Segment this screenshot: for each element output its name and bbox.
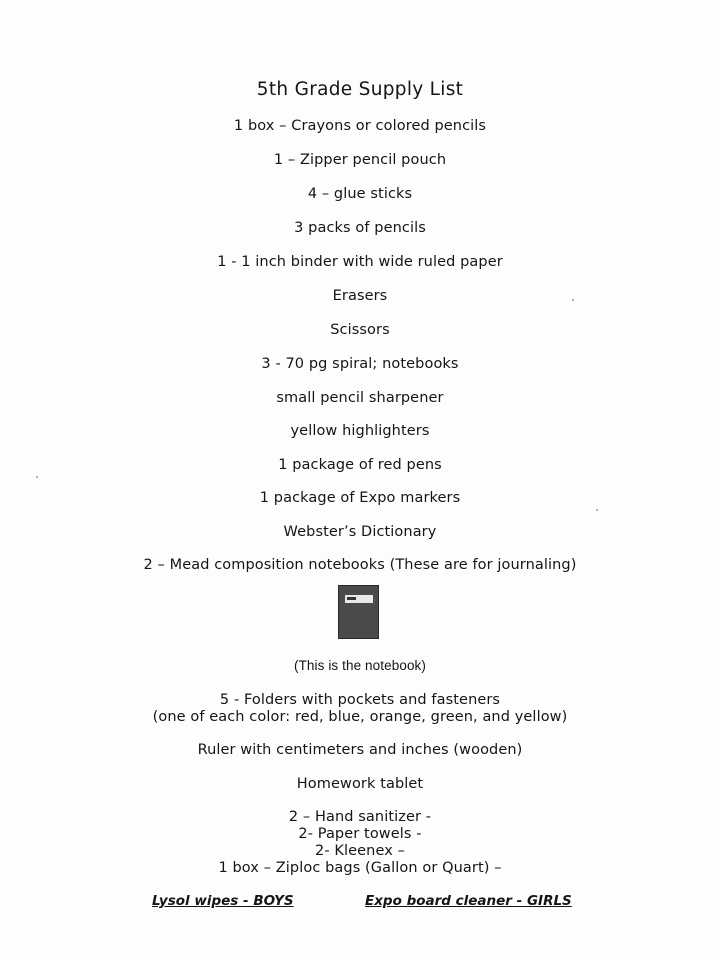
list-item: 3 - 70 pg spiral; notebooks [261, 356, 459, 372]
list-item: 3 packs of pencils [294, 220, 426, 236]
shared-item: 2- Kleenex – [315, 843, 405, 859]
list-item: 2 – Mead composition notebooks (These are for journaling) [143, 557, 577, 573]
list-item: 1 box – Crayons or colored pencils [233, 118, 487, 134]
shared-item: 2- Paper towels - [298, 826, 422, 842]
footer-boys: Lysol wipes - BOYS [152, 893, 294, 909]
list-item: Homework tablet [296, 776, 424, 792]
list-item: small pencil sharpener [276, 390, 444, 406]
list-item: Scissors [330, 322, 390, 338]
notebook-caption: (This is the notebook) [293, 658, 426, 673]
notebook-label-icon [345, 595, 373, 603]
scan-speck [36, 476, 38, 478]
shared-item: 2 – Hand sanitizer - [288, 809, 432, 825]
list-item: Webster’s Dictionary [283, 524, 437, 540]
list-item: yellow highlighters [290, 423, 430, 439]
page-title: 5th Grade Supply List [256, 79, 464, 100]
list-item: 1 – Zipper pencil pouch [273, 152, 447, 168]
scan-speck [572, 299, 574, 301]
footer-girls: Expo board cleaner - GIRLS [365, 893, 572, 909]
composition-notebook-image [338, 585, 379, 639]
list-item-detail: (one of each color: red, blue, orange, green, and yellow) [152, 709, 568, 725]
shared-item: 1 box – Ziploc bags (Gallon or Quart) – [218, 860, 502, 876]
list-item: 1 - 1 inch binder with wide ruled paper [217, 254, 503, 270]
scan-speck [596, 509, 598, 511]
list-item: 1 package of red pens [278, 457, 442, 473]
list-item: 4 – glue sticks [307, 186, 413, 202]
list-item: 5 - Folders with pockets and fasteners [219, 692, 501, 708]
list-item: Erasers [332, 288, 388, 304]
list-item: Ruler with centimeters and inches (wooden) [197, 742, 523, 758]
list-item: 1 package of Expo markers [259, 490, 461, 506]
